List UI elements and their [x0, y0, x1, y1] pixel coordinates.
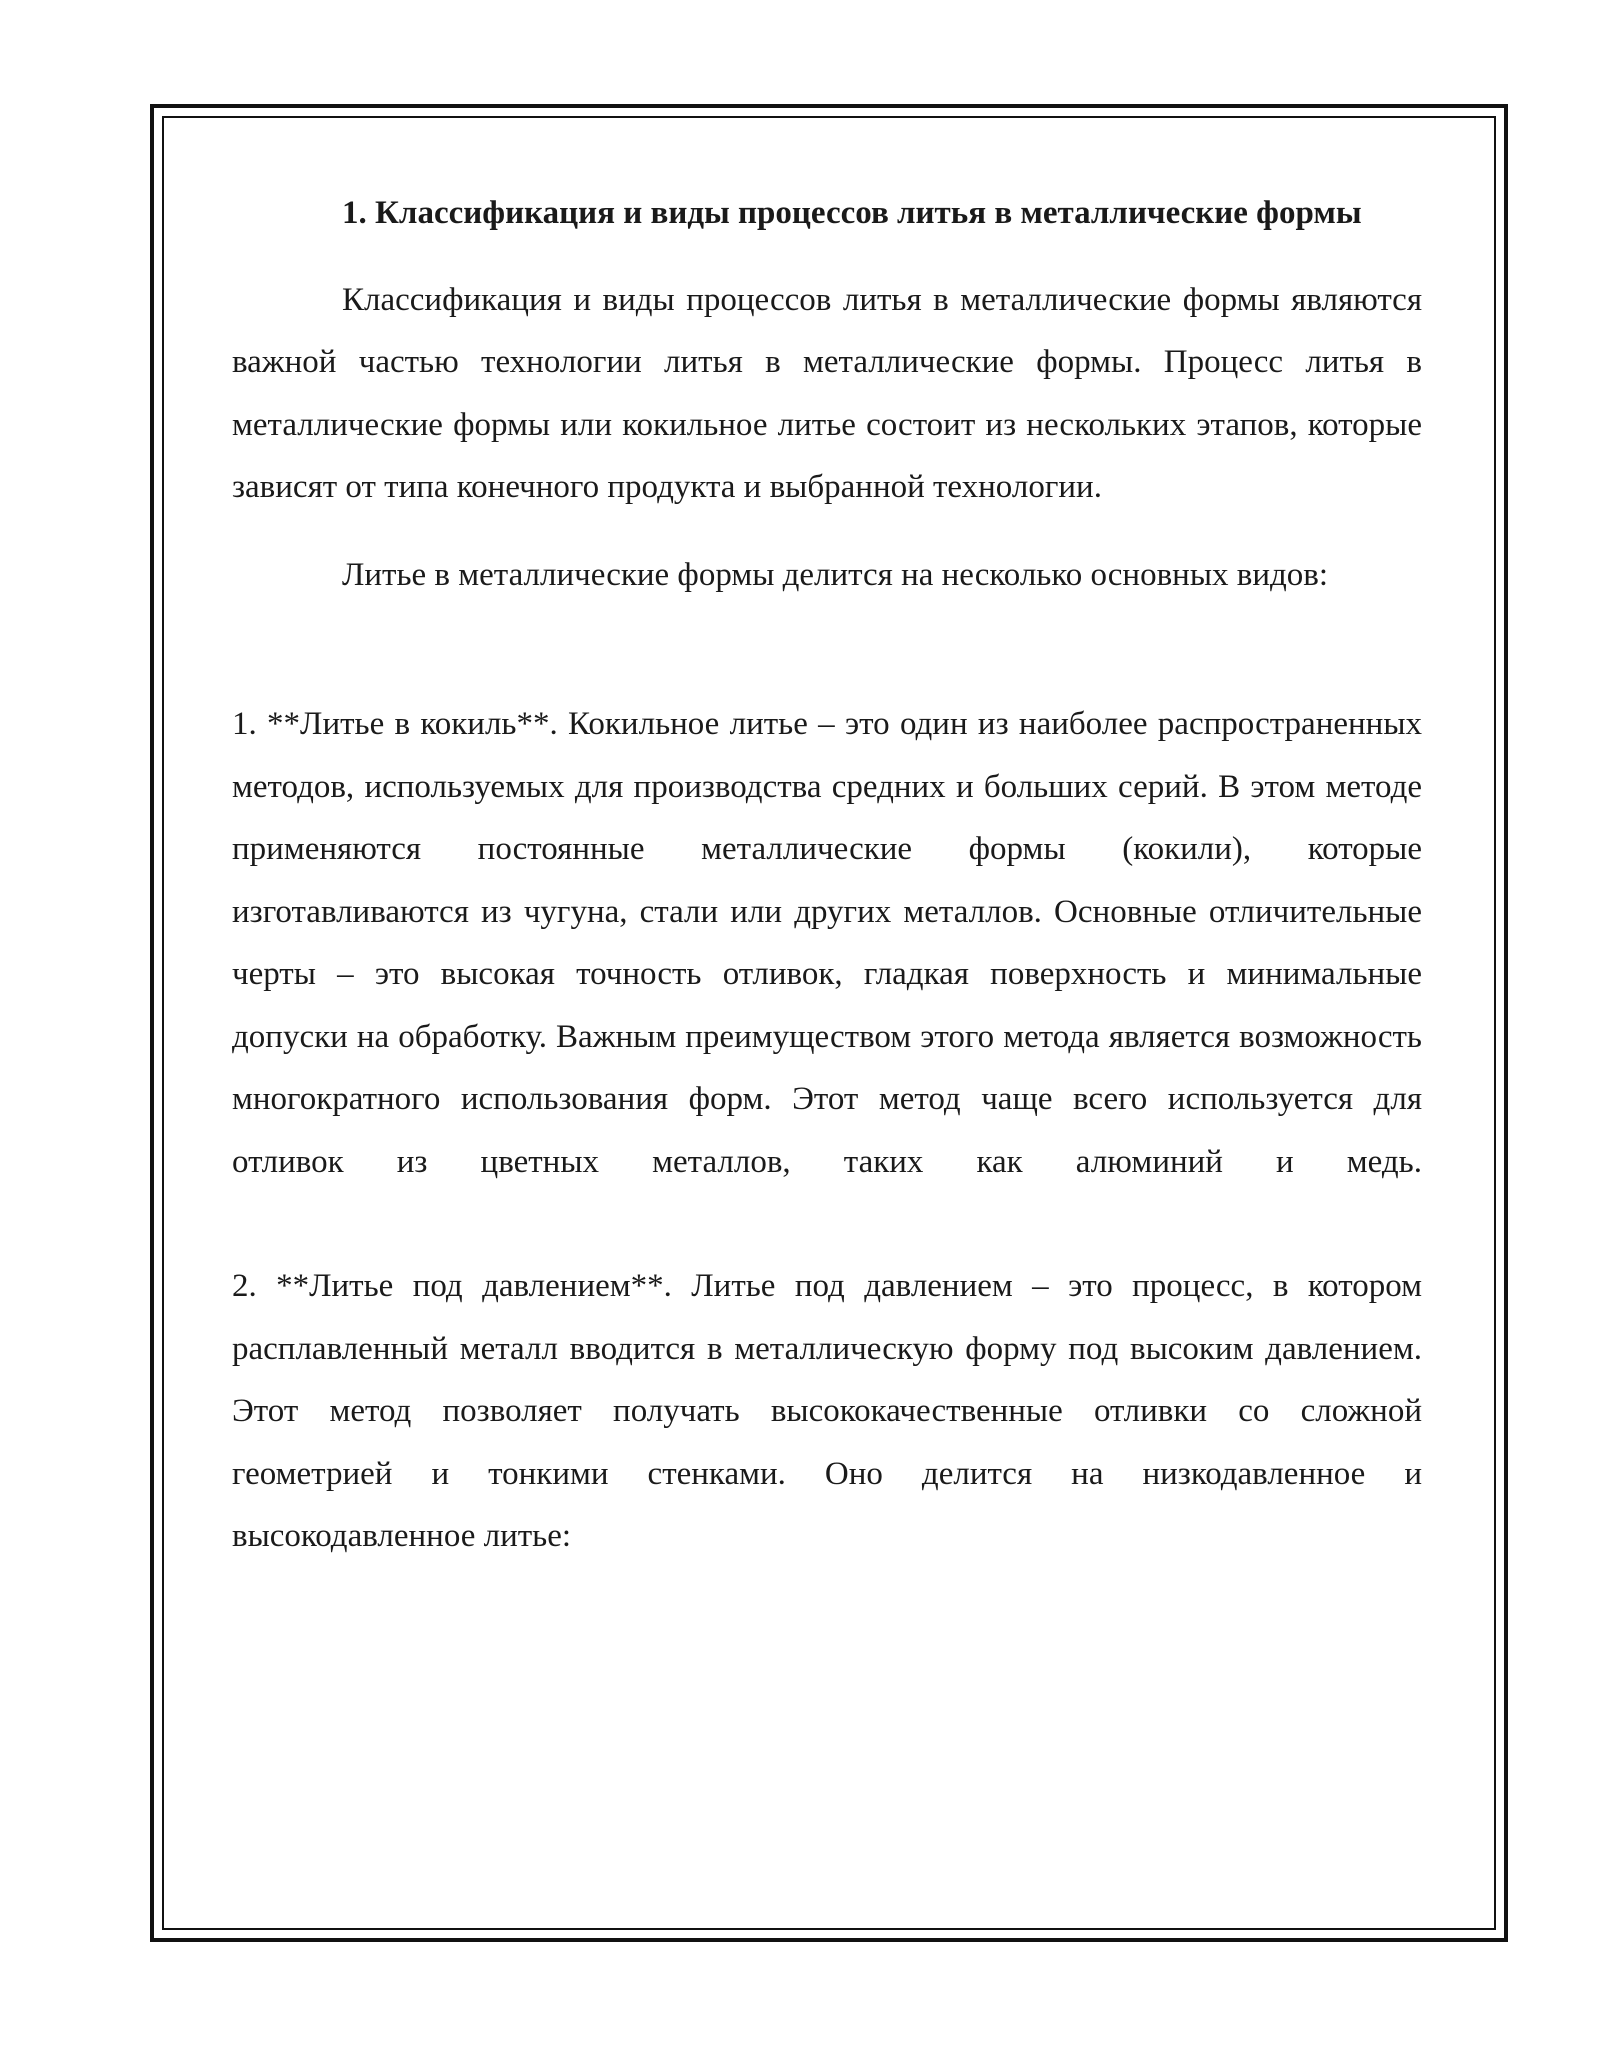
- types-intro-paragraph: Литье в металлические формы делится на несколько основных видов:: [342, 556, 1329, 593]
- intro-paragraph: Классификация и виды процессов литья в металлические формы являются важной частью технологии литья в металлические формы. Процесс литья в металлические формы или кокильное литье состоит из нескольких этапов, которые зависят от типа конечного продукта и выбранной технологии.: [232, 281, 1422, 505]
- blank-line: [232, 1193, 1422, 1255]
- document-body: [232, 182, 1422, 1568]
- section-heading: 1. Классификация и виды процессов литья в металлические формы: [342, 195, 1362, 231]
- blank-line: [232, 631, 1422, 693]
- list-item-die-casting: 1. **Литье в кокиль**. Кокильное литье – это один из наиболее распространенных методов, используемых для производства средних и больших серий. В этом методе применяются постоянные металлические формы (кокили), которые изготавливаются из чугуна, стали или других металлов. Основные отличительные черты – это высокая точность отливок, гладкая поверхность и минимальные допуски на обработку. Важным преимуществом этого метода является возможность многократного использования форм. Этот метод чаще всего используется для отливок из цветных металлов, таких как алюминий и медь.: [232, 706, 1422, 1180]
- list-item-pressure-casting: 2. **Литье под давлением**. Литье под давлением – это процесс, в котором расплавленный металл вводится в металлическую форму под высоким давлением. Этот метод позволяет получать высококачественные отливки со сложной геометрией и тонкими стенками. Оно делится на низкодавленное и высокодавленное литье:: [232, 1268, 1422, 1554]
